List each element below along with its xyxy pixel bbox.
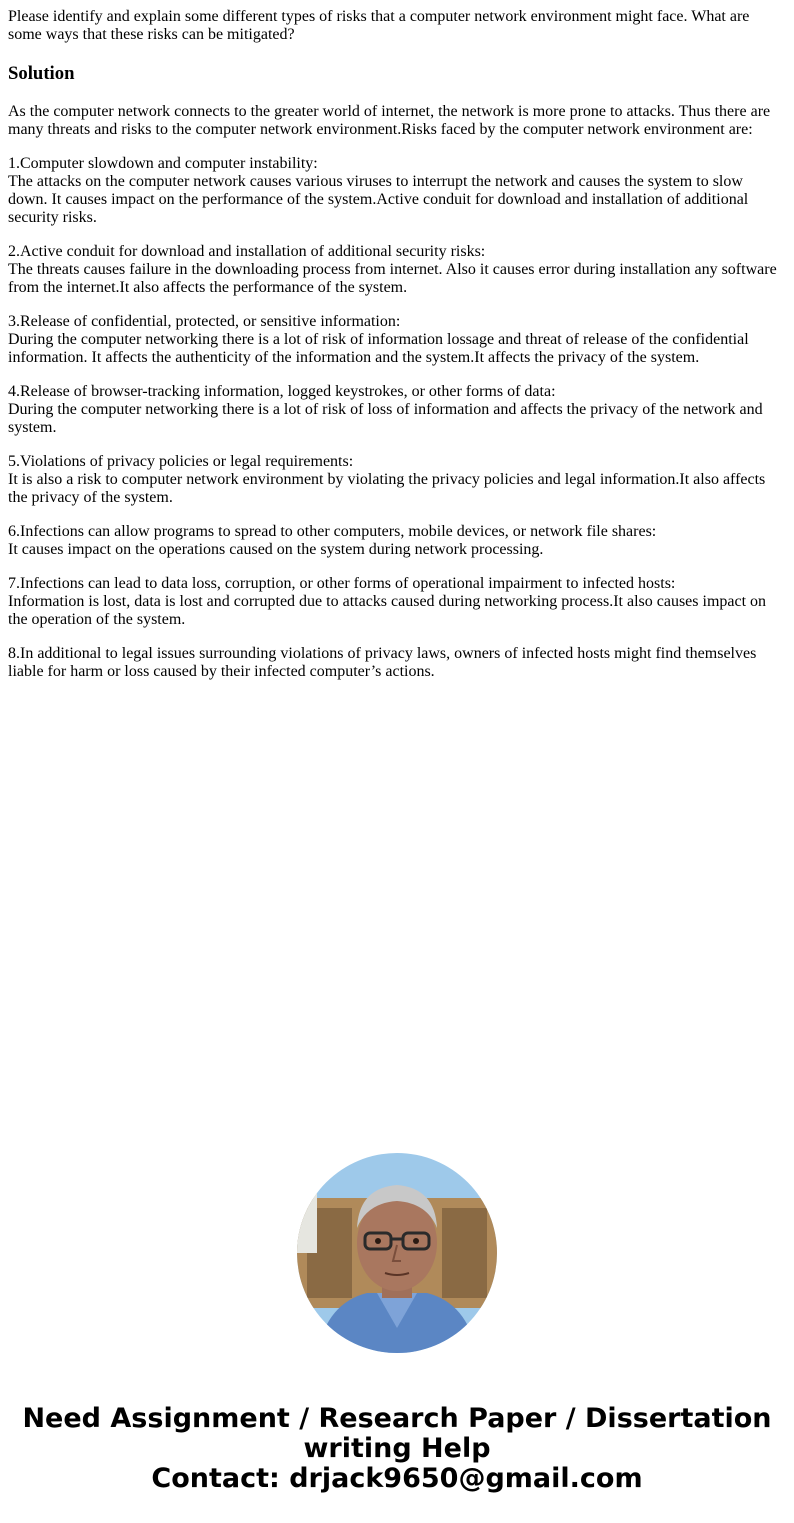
- risk-title: 7.Infections can lead to data loss, corruption, or other forms of operational impairment to infected hosts:: [8, 575, 676, 592]
- risk-body: It is also a risk to computer network environment by violating the privacy policies and legal information.It also affects the privacy of the system.: [8, 471, 766, 506]
- risk-body: The threats causes failure in the downloading process from internet. Also it causes error during installation any software from the internet.It also affects the performance of the system.: [8, 261, 777, 296]
- risk-title: 5.Violations of privacy policies or legal requirements:: [8, 453, 354, 470]
- solution-heading: Solution: [8, 63, 75, 84]
- risk-title: 4.Release of browser-tracking information, logged keystrokes, or other forms of data:: [8, 383, 556, 400]
- risk-title: 1.Computer slowdown and computer instability:: [8, 155, 318, 172]
- risk-body: It causes impact on the operations caused on the system during network processing.: [8, 541, 544, 558]
- risk-title: 2.Active conduit for download and installation of additional security risks:: [8, 243, 486, 260]
- risk-title: 8.In additional to legal issues surrounding violations of privacy laws, owners of infected hosts might find themselves liable for harm or loss caused by their infected computer’s actions.: [8, 645, 757, 680]
- risk-item: [8, 523, 780, 559]
- intro-paragraph: As the computer network connects to the greater world of internet, the network is more prone to attacks. Thus there are many threats and risks to the computer network environment.Risks faced by the computer network environment are:: [8, 103, 771, 138]
- risk-title: 6.Infections can allow programs to spread to other computers, mobile devices, or network file shares:: [8, 523, 657, 540]
- risk-item: [8, 155, 780, 227]
- risk-item: [8, 243, 780, 297]
- risk-body: Information is lost, data is lost and corrupted due to attacks caused during networking process.It also causes impact on the operation of the system.: [8, 593, 767, 628]
- footer-promo: [0, 1404, 794, 1494]
- risk-item: [8, 575, 780, 629]
- footer-line-2: writing Help: [303, 1433, 491, 1464]
- footer-contact: Contact: drjack9650@gmail.com: [151, 1463, 643, 1494]
- author-avatar: [297, 1153, 497, 1353]
- risk-body: During the computer networking there is a lot of risk of loss of information and affects the privacy of the network and system.: [8, 401, 763, 436]
- risk-body: The attacks on the computer network causes various viruses to interrupt the network and causes the system to slow down. It causes impact on the performance of the system.Active conduit for download and installation of additional security risks.: [8, 173, 749, 226]
- risk-item: [8, 453, 780, 507]
- author-photo-illustration: [297, 1153, 497, 1353]
- risk-item: [8, 383, 780, 437]
- risk-item: [8, 313, 780, 367]
- footer-line-1: Need Assignment / Research Paper / Dissertation: [22, 1403, 772, 1434]
- risk-body: During the computer networking there is a lot of risk of information lossage and threat of release of the confidential information. It affects the authenticity of the information and the system.It affects the privacy of the system.: [8, 331, 749, 366]
- question-text: Please identify and explain some different types of risks that a computer network environment might face. What are some ways that these risks can be mitigated?: [8, 8, 750, 43]
- document-content: [8, 8, 780, 697]
- risk-title: 3.Release of confidential, protected, or sensitive information:: [8, 313, 401, 330]
- risk-item: [8, 645, 780, 681]
